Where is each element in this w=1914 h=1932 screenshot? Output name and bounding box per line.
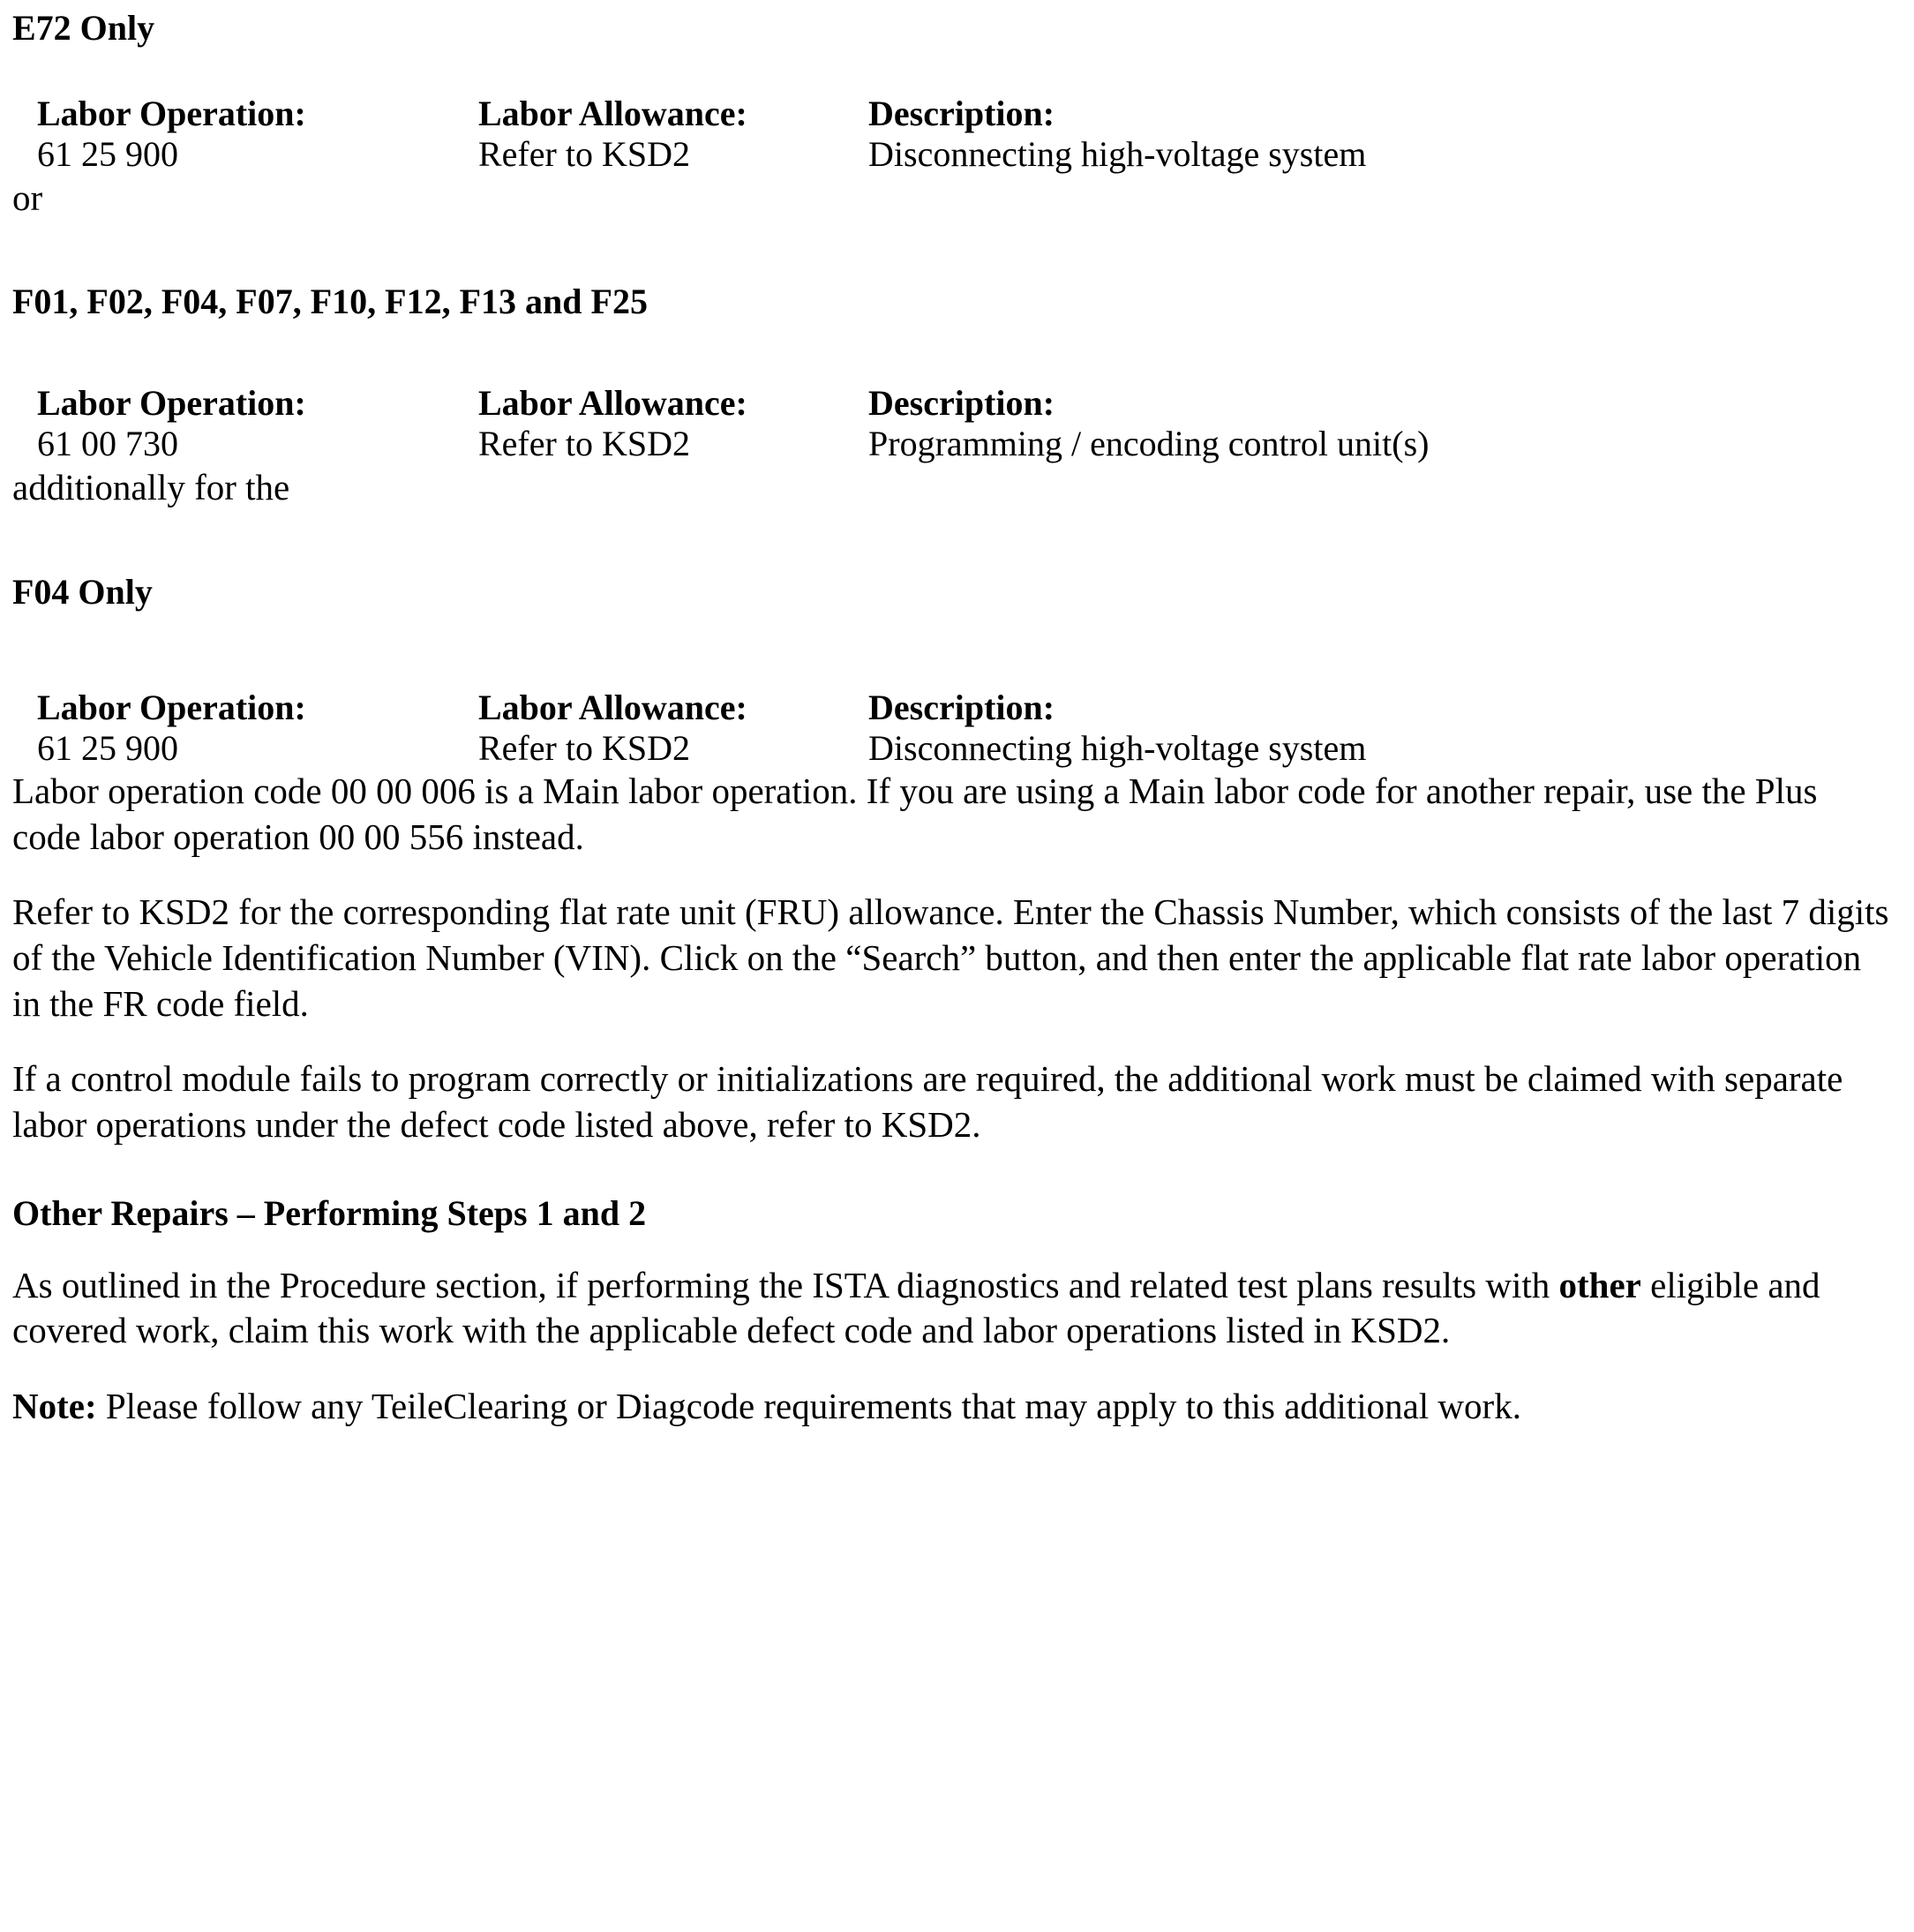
table-row (12, 134, 1895, 175)
paragraph-other-repairs (12, 1263, 1895, 1354)
connector-text-or: or (12, 177, 43, 218)
cell-labor-allowance: Refer to KSD2 (478, 134, 690, 174)
paragraph-ksd2-fru: Refer to KSD2 for the corresponding flat rate unit (FRU) allowance. Enter the Chassis Number, which consists of the last 7 digits of the Vehicle Identification Number (VIN). Click on the “Search” button, and then enter the applicable flat rate labor operation in the FR code field. (12, 891, 1889, 1024)
section-heading-f-series: F01, F02, F04, F07, F10, F12, F13 and F25 (12, 282, 648, 322)
cell-labor-allowance: Refer to KSD2 (478, 727, 690, 768)
section-heading-other-repairs: Other Repairs – Performing Steps 1 and 2 (12, 1192, 647, 1233)
other-repairs-text-part1: As outlined in the Procedure section, if performing the ISTA diagnostics and related test plans results with (12, 1264, 1559, 1305)
labor-operation-table-e72 (12, 94, 1895, 175)
column-header-description: Description: (868, 687, 1055, 727)
cell-labor-operation: 61 00 730 (37, 424, 178, 464)
column-header-description: Description: (868, 383, 1055, 424)
paragraph-main-labor-operation: Labor operation code 00 00 006 is a Main labor operation. If you are using a Main labor code for another repair, use the Plus code labor operation 00 00 556 instead. (12, 770, 1818, 857)
table-header-row (12, 688, 1895, 728)
cell-description: Disconnecting high-voltage system (868, 727, 1367, 768)
note-text: Please follow any TeileClearing or Diagcode requirements that may apply to this additional work. (96, 1385, 1521, 1426)
cell-labor-operation: 61 25 900 (37, 727, 178, 768)
cell-description: Disconnecting high-voltage system (868, 134, 1367, 174)
labor-operation-table-f-series (12, 383, 1895, 464)
column-header-labor-operation: Labor Operation: (37, 383, 306, 424)
paragraph-control-module-failure: If a control module fails to program correctly or initializations are required, the additional work must be claimed with separate labor operations under the defect code listed above, refer to KSD2. (12, 1058, 1843, 1145)
labor-operation-table-f04 (12, 688, 1895, 769)
connector-text-additionally: additionally for the (12, 467, 290, 508)
column-header-labor-allowance: Labor Allowance: (478, 687, 747, 727)
note-paragraph (12, 1384, 1895, 1430)
note-label: Note: (12, 1385, 97, 1426)
table-header-row (12, 94, 1895, 134)
column-header-labor-allowance: Labor Allowance: (478, 383, 747, 424)
section-heading-e72: E72 Only (12, 8, 155, 48)
table-row (12, 424, 1895, 464)
cell-labor-allowance: Refer to KSD2 (478, 424, 690, 464)
cell-description: Programming / encoding control unit(s) (868, 424, 1430, 464)
column-header-labor-allowance: Labor Allowance: (478, 94, 747, 133)
column-header-description: Description: (868, 94, 1055, 133)
table-row (12, 728, 1895, 769)
other-repairs-text-part2: eligible and covered work, claim this work with the applicable defect code and labor operations listed in KSD2. (12, 1264, 1820, 1351)
column-header-labor-operation: Labor Operation: (37, 687, 306, 727)
cell-labor-operation: 61 25 900 (37, 134, 178, 174)
table-header-row (12, 383, 1895, 424)
column-header-labor-operation: Labor Operation: (37, 94, 306, 133)
section-heading-f04: F04 Only (12, 571, 153, 612)
other-repairs-emphasis: other (1558, 1264, 1641, 1305)
